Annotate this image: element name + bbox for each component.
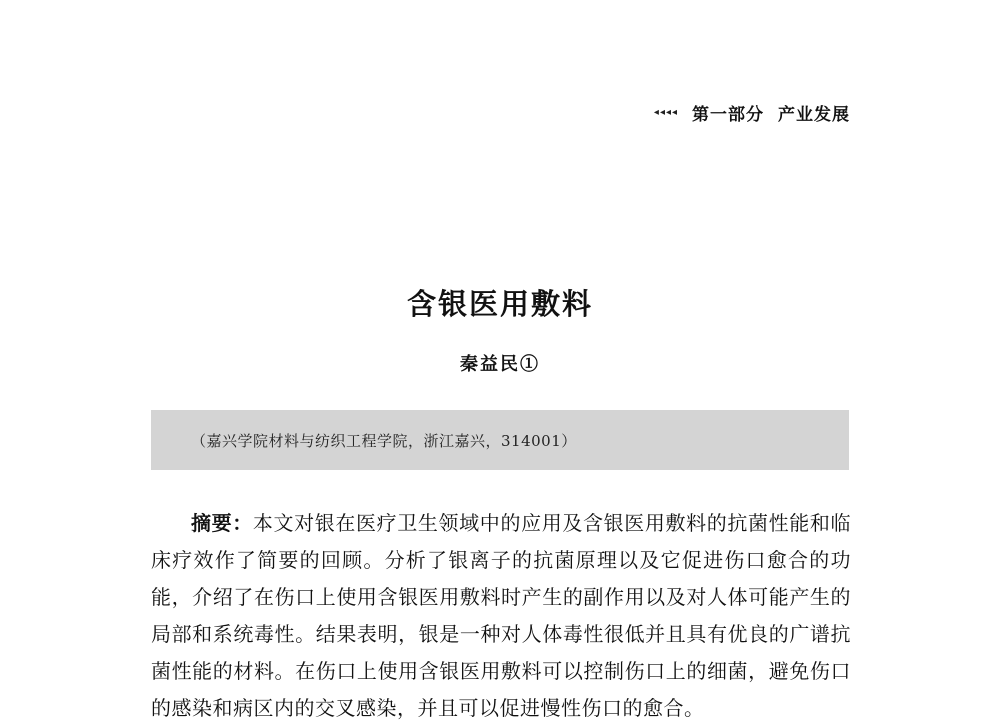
- abstract-paragraph: [151, 505, 851, 727]
- article-affiliation: （嘉兴学院材料与纺织工程学院，浙江嘉兴，314001）: [191, 432, 577, 450]
- header-topic: 产业发展: [778, 105, 850, 125]
- abstract-text: 本文对银在医疗卫生领域中的应用及含银医用敷料的抗菌性能和临床疗效作了简要的回顾。分析了银离子的抗菌原理以及它促进伤口愈合的功能，介绍了在伤口上使用含银医用敷料时产生的副作用以及对人体可能产生的局部和系统毒性。结果表明，银是一种对人体毒性很低并且具有优良的广谱抗菌性能的材料。在伤口上使用含银医用敷料可以控制伤口上的细菌，避免伤口的感染和病区内的交叉感染，并且可以促进慢性伤口的愈合。: [151, 511, 852, 720]
- running-header: [654, 100, 850, 125]
- header-arrows-icon: ◂◂◂◂: [653, 107, 678, 118]
- article-title: 含银医用敷料: [406, 287, 593, 321]
- header-section: 第一部分: [692, 105, 764, 125]
- affiliation-band: [151, 410, 849, 470]
- abstract-label: 摘要：: [191, 511, 253, 535]
- article-author: 秦益民①: [460, 354, 540, 375]
